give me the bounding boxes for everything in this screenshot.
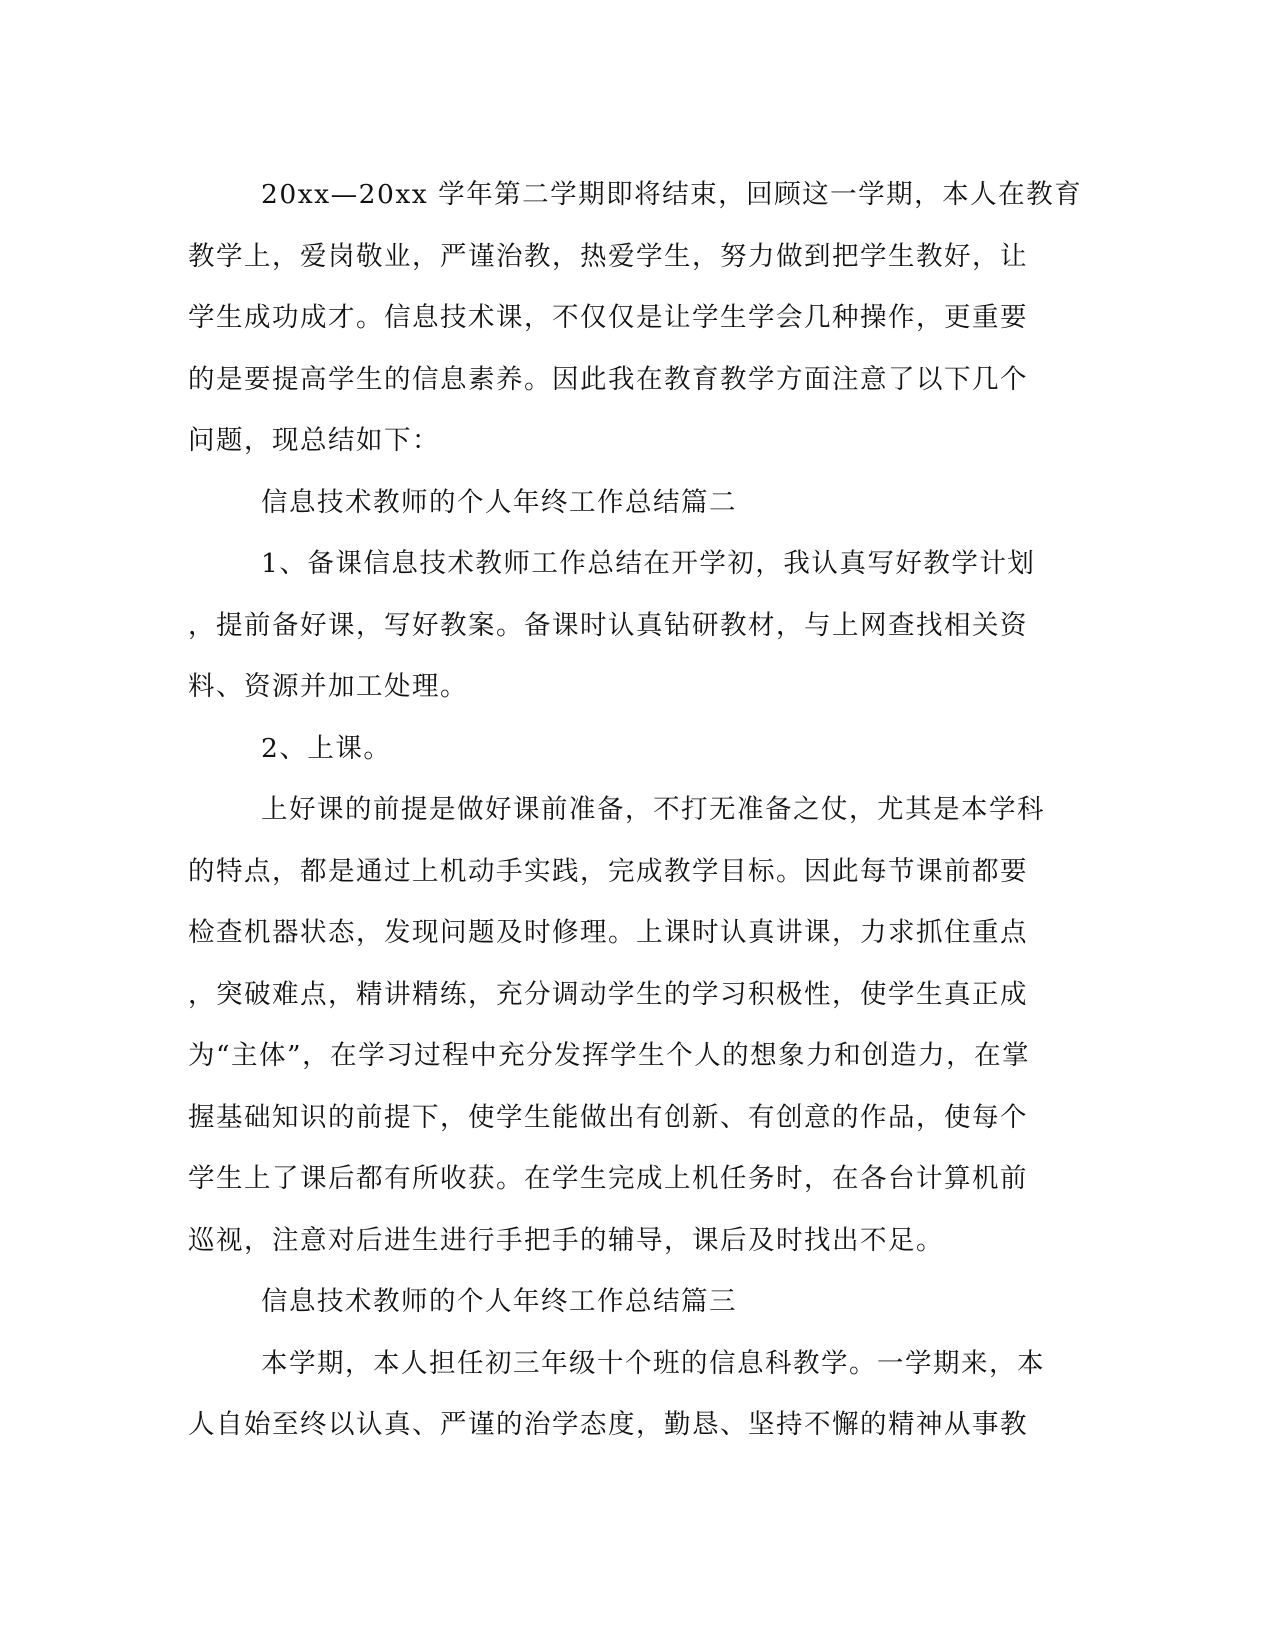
text-line: 学生成功成才。信息技术课，不仅仅是让学生学会几种操作，更重要 [188,302,1028,333]
text-line: 握基础知识的前提下，使学生能做出有创新、有创意的作品，使每个 [188,1101,1028,1133]
document-body [188,164,1083,1456]
text-line: 2、上课。 [261,732,392,764]
text-line: 的特点，都是通过上机动手实践，完成教学目标。因此每节课前都要 [188,855,1028,887]
text-line: 检查机器状态，发现问题及时修理。上课时认真讲课，力求抓住重点 [188,917,1028,948]
text-line: 巡视，注意对后进生进行手把手的辅导，课后及时找出不足。 [188,1224,944,1256]
text-line: 料、资源并加工处理。 [188,671,468,702]
text-line: 人自始至终以认真、严谨的治学态度，勤恳、坚持不懈的精神从事教 [188,1409,1028,1440]
text-line: 上好课的前提是做好课前准备，不打无准备之仗，尤其是本学科 [261,794,1045,825]
section-heading: 信息技术教师的个人年终工作总结篇二 [261,486,737,518]
section-heading: 信息技术教师的个人年终工作总结篇三 [261,1286,737,1317]
text-line: ，突破难点，精讲精练，充分调动学生的学习积极性，使学生真正成 [188,978,1028,1010]
text-line: 学生上了课后都有所收获。在学生完成上机任务时，在各台计算机前 [188,1163,1028,1194]
text-line: 问题，现总结如下： [188,425,440,456]
text-line: 为“主体”，在学习过程中充分发挥学生个人的想象力和创造力，在掌 [188,1040,1031,1071]
text-line: 教学上，爱岗敬业，严谨治教，热爱学生，努力做到把学生教好，让 [188,240,1028,272]
text-line: 20xx—20xx 学年第二学期即将结束，回顾这一学期，本人在教育 [261,179,1083,210]
text-line: 本学期，本人担任初三年级十个班的信息科教学。一学期来，本 [261,1347,1045,1379]
text-line: 1、备课信息技术教师工作总结在开学初，我认真写好教学计划 [261,548,1036,579]
text-line: 的是要提高学生的信息素养。因此我在教育教学方面注意了以下几个 [188,363,1028,395]
text-line: ，提前备好课，写好教案。备课时认真钻研教材，与上网查找相关资 [188,609,1028,641]
